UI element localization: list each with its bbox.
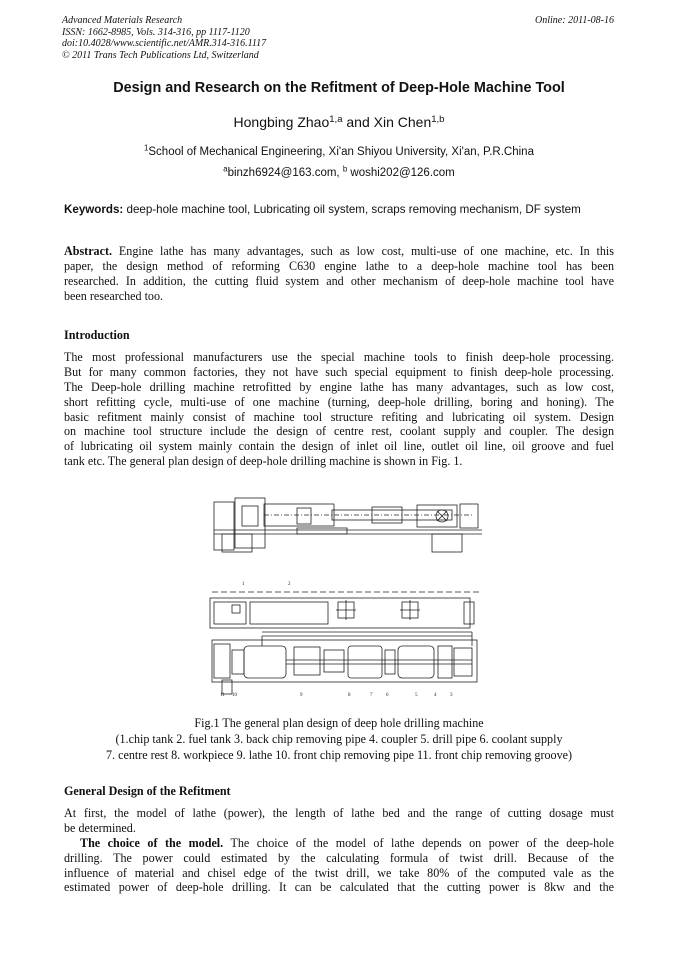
email-superscript: a bbox=[223, 164, 228, 174]
body-text: The choice of the model of lathe depends on power of the deep-hole bbox=[223, 835, 614, 850]
abstract-text: Engine lathe has many advantages, such as low cost, multi-use of one machine, etc. In this bbox=[112, 244, 614, 258]
lathe-plan-view bbox=[210, 592, 482, 694]
body-line: influence of material and chisel edge of the twist drill, we take 80% of the computed vale as the bbox=[64, 865, 614, 880]
affiliation-text: School of Mechanical Engineering, Xi'an Shiyou University, Xi'an, P.R.China bbox=[148, 146, 534, 158]
callout-label: 3 bbox=[450, 693, 453, 698]
keywords bbox=[64, 203, 614, 218]
body-line: short refitting cycle, multi-use of one machine (turning, deep-hole drilling, boring and honing). The bbox=[64, 394, 614, 409]
body-line: tank etc. The general plan design of deep-hole drilling machine is shown in Fig. 1. bbox=[64, 454, 463, 469]
machine-drawing-figure bbox=[202, 490, 492, 710]
keywords-text: deep-hole machine tool, Lubricating oil system, scraps removing mechanism, DF system bbox=[123, 203, 581, 216]
body-line bbox=[64, 836, 614, 851]
affiliation-superscript: 1 bbox=[144, 143, 149, 153]
doi-line[interactable]: doi:10.4028/www.scientific.net/AMR.314-316.1117 bbox=[62, 38, 267, 50]
callout-label: 1 bbox=[242, 582, 245, 587]
section-heading-introduction: Introduction bbox=[64, 328, 130, 342]
abstract-line: researched. In addition, the cutting fluid system and other mechanism of deep-hole machine tool have bbox=[64, 273, 614, 288]
email-link[interactable]: binzh6924@163.com, bbox=[227, 167, 343, 179]
author-superscript: 1,b bbox=[431, 113, 445, 125]
introduction-body bbox=[64, 350, 614, 469]
author-conjunction: and bbox=[342, 114, 374, 130]
callout-label: 7 bbox=[370, 693, 373, 698]
keywords-label: Keywords: bbox=[64, 203, 124, 216]
callout-label: 5 bbox=[415, 693, 418, 698]
author-superscript: 1,a bbox=[329, 113, 343, 125]
email-line bbox=[0, 164, 678, 179]
body-line: be determined. bbox=[64, 820, 136, 835]
journal-header bbox=[62, 15, 266, 61]
author-line bbox=[0, 114, 678, 130]
affiliation bbox=[0, 143, 678, 158]
figure-caption-legend: (1.chip tank 2. fuel tank 3. back chip removing pipe 4. coupler 5. drill pipe 6. coolant supply bbox=[115, 732, 563, 746]
abstract-line bbox=[64, 244, 614, 259]
callout-label: 6 bbox=[386, 693, 389, 698]
figure-caption-legend: 7. centre rest 8. workpiece 9. lathe 10. front chip removing pipe 11. front chip removing groove) bbox=[105, 748, 573, 762]
copyright-line: © 2011 Trans Tech Publications Ltd, Switzerland bbox=[62, 49, 259, 61]
body-line: The Deep-hole drilling machine retrofitted by engine lathe has many advantages, such as low cost, bbox=[64, 379, 614, 394]
callout-label: 11 bbox=[220, 693, 225, 698]
email-superscript: b bbox=[342, 164, 348, 174]
body-line: of lubricating oil system mainly contain the design of inlet oil line, outlet oil line, oil groove and fuel bbox=[64, 439, 614, 454]
figure-caption-title: Fig.1 The general plan design of deep hole drilling machine bbox=[194, 716, 484, 730]
body-line: But for many common factories, they not have such special equipment to finish deep-hole processing. bbox=[64, 364, 614, 379]
callout-label: 10 bbox=[232, 693, 237, 698]
callout-label: 9 bbox=[300, 693, 303, 698]
issn-line: ISSN: 1662-8985, Vols. 314-316, pp 1117-1120 bbox=[62, 26, 250, 38]
callout-label: 8 bbox=[348, 693, 351, 698]
body-line: drilling. The power could estimated by the calculating formula of twist drill. Because of the bbox=[64, 850, 614, 865]
author-name: Xin Chen bbox=[373, 114, 432, 130]
body-line: estimated power of deep-hole drilling. It can be calculated that the cutting power is 8kw and the bbox=[64, 880, 614, 895]
callout-label: 2 bbox=[288, 582, 291, 587]
lathe-elevation-view bbox=[214, 498, 482, 552]
body-line: basic refitment mainly consist of machine tool structure refiting and lubricating oil system. Design bbox=[64, 409, 614, 424]
subsection-label: The choice of the model. bbox=[80, 835, 224, 850]
callout-label: 4 bbox=[434, 693, 437, 698]
abstract bbox=[64, 244, 614, 304]
journal-name: Advanced Materials Research bbox=[62, 15, 183, 26]
section-heading-general-design: General Design of the Refitment bbox=[64, 784, 231, 798]
body-line: The most professional manufacturers use the special machine tools to finish deep-hole processing. bbox=[64, 350, 614, 364]
online-date: Online: 2011-08-16 bbox=[535, 15, 614, 26]
general-design-body bbox=[64, 806, 614, 895]
paper-title: Design and Research on the Refitment of Deep-Hole Machine Tool bbox=[113, 80, 565, 96]
author-name: Hongbing Zhao bbox=[233, 114, 330, 130]
email-link[interactable]: woshi202@126.com bbox=[347, 167, 455, 179]
abstract-label: Abstract. bbox=[64, 244, 113, 258]
abstract-line: paper, the design method of reforming C630 engine lathe to a deep-hole machine tool has been bbox=[64, 258, 614, 273]
body-line: on machine tool structure include the design of centre rest, coolant supply and coupler. The design bbox=[64, 424, 614, 439]
abstract-line: been researched too. bbox=[64, 288, 164, 303]
body-line: At first, the model of lathe (power), the length of lathe bed and the range of cutting dosage must bbox=[64, 806, 614, 820]
